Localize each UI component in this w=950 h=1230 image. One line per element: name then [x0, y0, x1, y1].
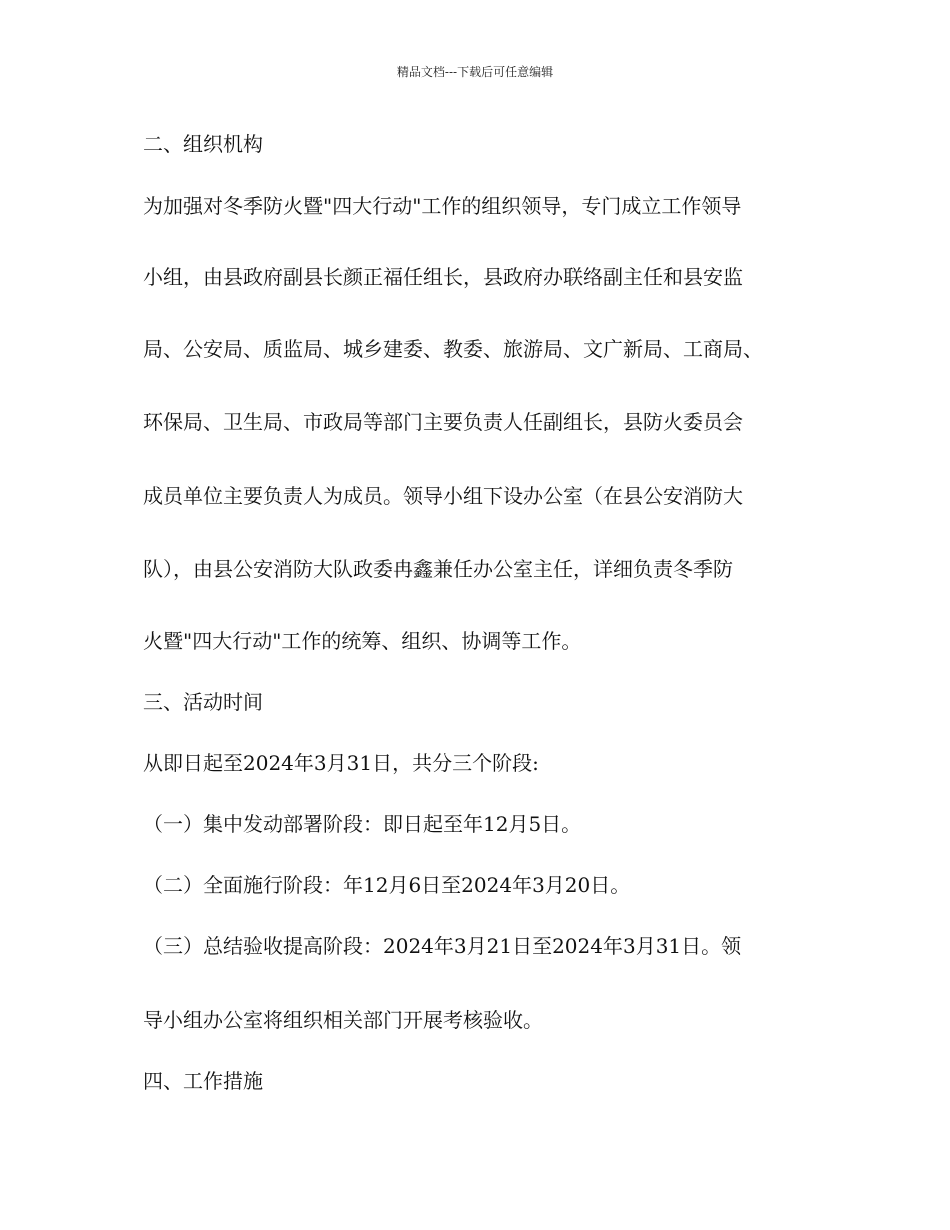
body-line: 队），由县公安消防大队政委冉鑫兼任办公室主任，详细负责冬季防 — [143, 557, 733, 581]
body-line: 环保局、卫生局、市政局等部门主要负责人任副组长，县防火委员会 — [143, 410, 743, 434]
body-line: 成员单位主要负责人为成员。领导小组下设办公室（在县公安消防大 — [143, 484, 743, 508]
section-heading-measures: 四、工作措施 — [143, 1069, 263, 1093]
body-line: 为加强对冬季防火暨"四大行动"工作的组织领导，专门成立工作领导 — [143, 194, 742, 218]
section-heading-organization: 二、组织机构 — [143, 132, 263, 156]
body-line: 火暨"四大行动"工作的统筹、组织、协调等工作。 — [143, 629, 582, 653]
section-heading-schedule: 三、活动时间 — [143, 690, 263, 714]
stage-item-2: （二）全面施行阶段：年12月6日至2024年3月20日。 — [143, 873, 631, 897]
stage-item-1: （一）集中发动部署阶段：即日起至年12月5日。 — [143, 812, 582, 836]
body-line: 导小组办公室将组织相关部门开展考核验收。 — [143, 1008, 543, 1032]
page-header: 精品文档---下载后可任意编辑 — [396, 65, 554, 79]
body-line: 小组，由县政府副县长颜正福任组长，县政府办联络副主任和县安监 — [143, 265, 743, 289]
body-line: 从即日起至2024年3月31日，共分三个阶段: — [143, 751, 539, 775]
stage-item-3: （三）总结验收提高阶段：2024年3月21日至2024年3月31日。领 — [143, 934, 742, 958]
body-line: 局、公安局、质监局、城乡建委、教委、旅游局、文广新局、工商局、 — [143, 337, 763, 361]
